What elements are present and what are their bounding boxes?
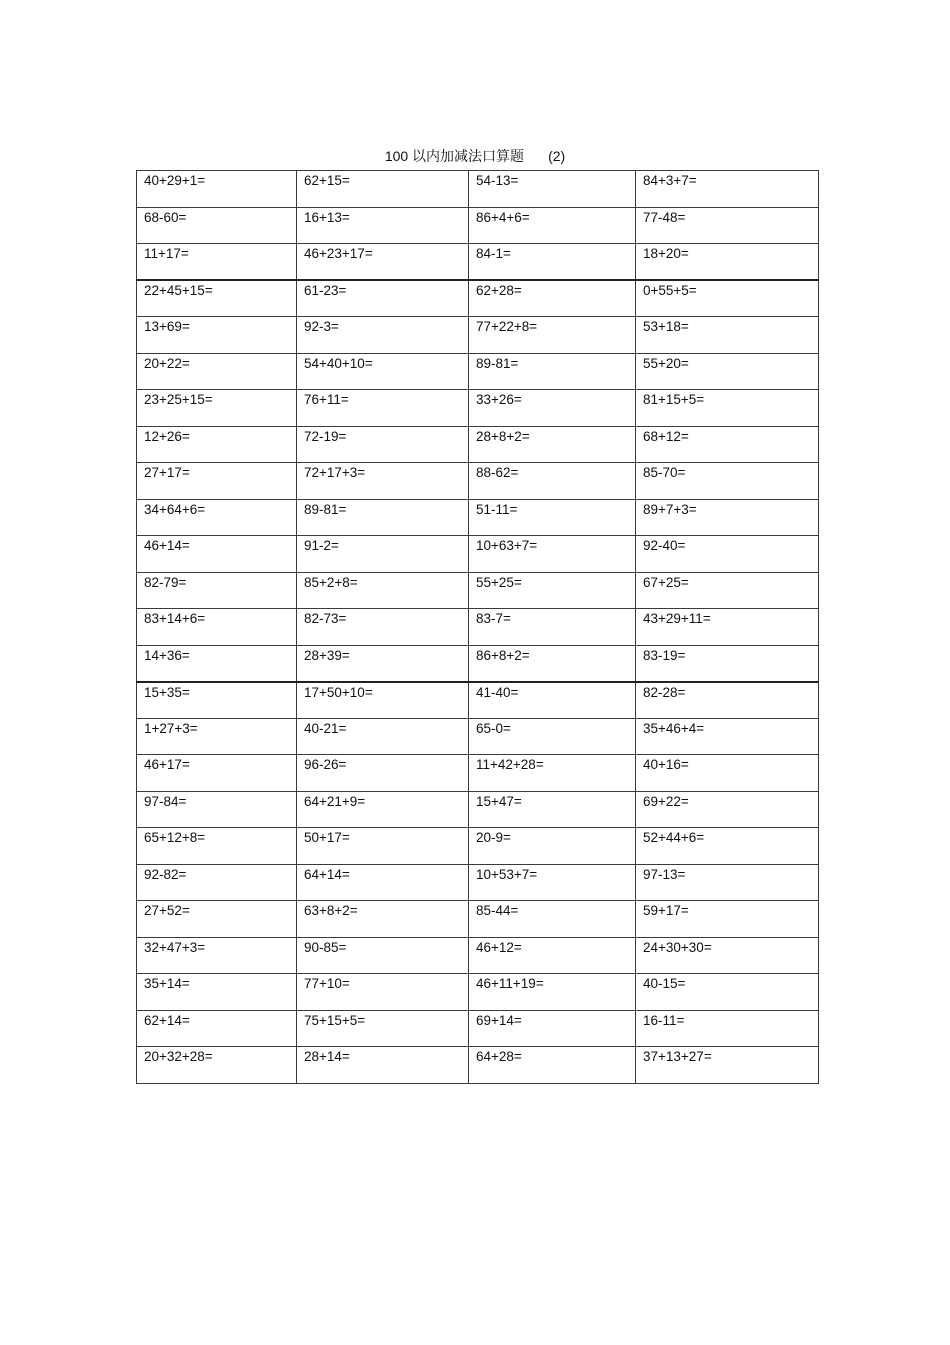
table-row	[137, 718, 819, 755]
problem-cell: 20-9=	[469, 828, 636, 865]
table-row	[137, 390, 819, 427]
table-row	[137, 901, 819, 938]
problem-cell: 46+12=	[469, 937, 636, 974]
table-row	[137, 974, 819, 1011]
problem-cell: 14+36=	[137, 645, 297, 682]
problem-cell: 27+52=	[137, 901, 297, 938]
problem-cell: 85+2+8=	[297, 572, 469, 609]
table-row	[137, 645, 819, 682]
problem-cell: 24+30+30=	[636, 937, 819, 974]
problem-cell: 86+8+2=	[469, 645, 636, 682]
problem-cell: 63+8+2=	[297, 901, 469, 938]
problem-cell: 85-44=	[469, 901, 636, 938]
problem-table-body	[137, 171, 819, 1084]
problem-cell: 37+13+27=	[636, 1047, 819, 1084]
problem-cell: 62+28=	[469, 280, 636, 317]
problem-cell: 52+44+6=	[636, 828, 819, 865]
table-row	[137, 463, 819, 500]
problem-cell: 15+47=	[469, 791, 636, 828]
table-row	[137, 244, 819, 281]
problem-cell: 17+50+10=	[297, 682, 469, 719]
problem-cell: 46+17=	[137, 755, 297, 792]
problem-cell: 83-19=	[636, 645, 819, 682]
problem-cell: 33+26=	[469, 390, 636, 427]
table-row	[137, 572, 819, 609]
problem-cell: 23+25+15=	[137, 390, 297, 427]
problem-cell: 75+15+5=	[297, 1010, 469, 1047]
problem-cell: 54-13=	[469, 171, 636, 208]
problem-cell: 83+14+6=	[137, 609, 297, 646]
table-row	[137, 426, 819, 463]
problem-cell: 15+35=	[137, 682, 297, 719]
problem-cell: 53+18=	[636, 317, 819, 354]
problem-cell: 82-28=	[636, 682, 819, 719]
problem-cell: 20+32+28=	[137, 1047, 297, 1084]
table-row	[137, 864, 819, 901]
problem-cell: 92-40=	[636, 536, 819, 573]
problem-cell: 83-7=	[469, 609, 636, 646]
problem-cell: 84+3+7=	[636, 171, 819, 208]
problem-cell: 97-84=	[137, 791, 297, 828]
problem-cell: 51-11=	[469, 499, 636, 536]
problem-cell: 20+22=	[137, 353, 297, 390]
problem-cell: 55+25=	[469, 572, 636, 609]
problem-cell: 61-23=	[297, 280, 469, 317]
problem-cell: 77-48=	[636, 207, 819, 244]
table-row	[137, 207, 819, 244]
problem-cell: 1+27+3=	[137, 718, 297, 755]
problem-cell: 89-81=	[469, 353, 636, 390]
problem-cell: 85-70=	[636, 463, 819, 500]
problem-cell: 64+28=	[469, 1047, 636, 1084]
problem-cell: 77+22+8=	[469, 317, 636, 354]
problem-cell: 65-0=	[469, 718, 636, 755]
problem-cell: 46+14=	[137, 536, 297, 573]
problem-cell: 64+14=	[297, 864, 469, 901]
problem-cell: 11+17=	[137, 244, 297, 281]
problem-cell: 88-62=	[469, 463, 636, 500]
problem-cell: 65+12+8=	[137, 828, 297, 865]
problem-cell: 32+47+3=	[137, 937, 297, 974]
problem-cell: 97-13=	[636, 864, 819, 901]
problem-cell: 13+69=	[137, 317, 297, 354]
problem-cell: 18+20=	[636, 244, 819, 281]
problem-cell: 59+17=	[636, 901, 819, 938]
table-row	[137, 755, 819, 792]
problem-cell: 68-60=	[137, 207, 297, 244]
problem-cell: 89-81=	[297, 499, 469, 536]
table-row	[137, 791, 819, 828]
problem-cell: 43+29+11=	[636, 609, 819, 646]
problem-cell: 69+14=	[469, 1010, 636, 1047]
table-row	[137, 499, 819, 536]
problem-cell: 96-26=	[297, 755, 469, 792]
problem-cell: 16+13=	[297, 207, 469, 244]
problem-cell: 28+39=	[297, 645, 469, 682]
problem-cell: 91-2=	[297, 536, 469, 573]
table-row	[137, 280, 819, 317]
problem-cell: 84-1=	[469, 244, 636, 281]
problem-cell: 82-79=	[137, 572, 297, 609]
problem-cell: 54+40+10=	[297, 353, 469, 390]
table-row	[137, 609, 819, 646]
problem-cell: 22+45+15=	[137, 280, 297, 317]
table-row	[137, 536, 819, 573]
problem-cell: 10+53+7=	[469, 864, 636, 901]
problem-cell: 77+10=	[297, 974, 469, 1011]
problem-cell: 64+21+9=	[297, 791, 469, 828]
problem-cell: 41-40=	[469, 682, 636, 719]
problem-cell: 34+64+6=	[137, 499, 297, 536]
problem-cell: 40-15=	[636, 974, 819, 1011]
problem-cell: 16-11=	[636, 1010, 819, 1047]
problem-cell: 55+20=	[636, 353, 819, 390]
table-row	[137, 1047, 819, 1084]
table-row	[137, 353, 819, 390]
problem-table	[136, 170, 819, 1084]
problem-cell: 82-73=	[297, 609, 469, 646]
problem-cell: 72+17+3=	[297, 463, 469, 500]
problem-cell: 40+29+1=	[137, 171, 297, 208]
problem-cell: 10+63+7=	[469, 536, 636, 573]
problem-cell: 89+7+3=	[636, 499, 819, 536]
problem-cell: 0+55+5=	[636, 280, 819, 317]
problem-cell: 28+14=	[297, 1047, 469, 1084]
table-row	[137, 682, 819, 719]
page-title	[0, 146, 950, 166]
problem-cell: 86+4+6=	[469, 207, 636, 244]
problem-cell: 50+17=	[297, 828, 469, 865]
problem-cell: 46+11+19=	[469, 974, 636, 1011]
problem-cell: 69+22=	[636, 791, 819, 828]
problem-cell: 35+14=	[137, 974, 297, 1011]
problem-cell: 28+8+2=	[469, 426, 636, 463]
problem-cell: 68+12=	[636, 426, 819, 463]
problem-cell: 76+11=	[297, 390, 469, 427]
problem-cell: 90-85=	[297, 937, 469, 974]
problem-cell: 11+42+28=	[469, 755, 636, 792]
table-row	[137, 937, 819, 974]
problem-cell: 81+15+5=	[636, 390, 819, 427]
table-row	[137, 317, 819, 354]
problem-cell: 67+25=	[636, 572, 819, 609]
problem-cell: 12+26=	[137, 426, 297, 463]
problem-cell: 27+17=	[137, 463, 297, 500]
problem-cell: 35+46+4=	[636, 718, 819, 755]
problem-cell: 40-21=	[297, 718, 469, 755]
problem-cell: 46+23+17=	[297, 244, 469, 281]
problem-cell: 62+14=	[137, 1010, 297, 1047]
title-text: 100 以内加减法口算题	[384, 148, 525, 164]
problem-cell: 40+16=	[636, 755, 819, 792]
title-suffix: (2)	[548, 148, 566, 164]
table-row	[137, 171, 819, 208]
problem-cell: 72-19=	[297, 426, 469, 463]
problem-cell: 92-3=	[297, 317, 469, 354]
problem-cell: 92-82=	[137, 864, 297, 901]
table-row	[137, 828, 819, 865]
problem-cell: 62+15=	[297, 171, 469, 208]
table-row	[137, 1010, 819, 1047]
